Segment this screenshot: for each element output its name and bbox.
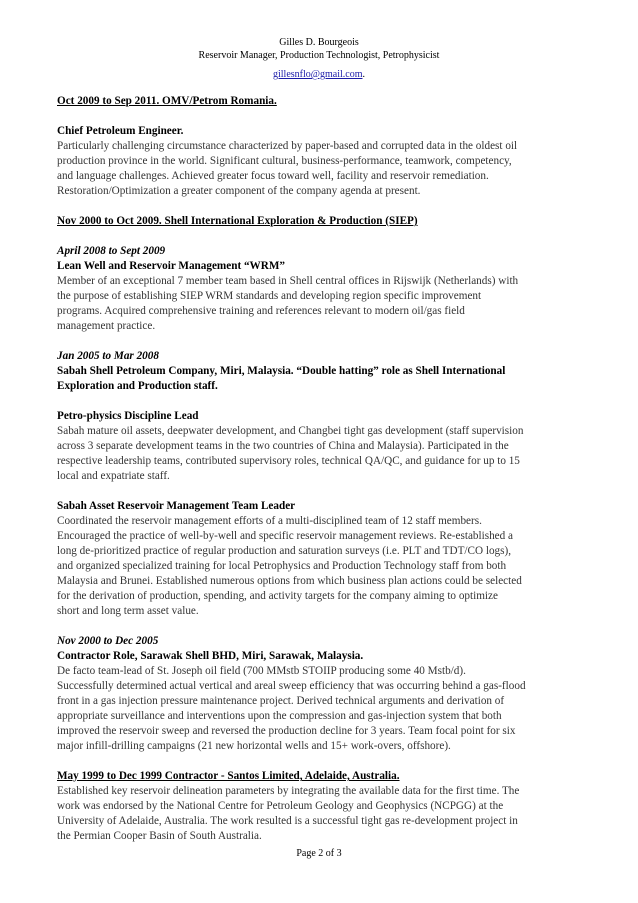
text-line: management practice.	[57, 320, 156, 332]
text-line: local and expatriate staff.	[57, 470, 170, 482]
section-heading-shell: Nov 2000 to Oct 2009. Shell International Exploration & Production (SIEP)	[57, 215, 418, 227]
text-line: Restoration/Optimization a greater component of the company agenda at present.	[57, 185, 421, 197]
text-line: Encouraged the practice of well-by-well and specific reservoir management reviews. Re-established a	[57, 530, 514, 542]
role-lean-wrm: Lean Well and Reservoir Management “WRM”	[57, 260, 285, 272]
date-range-wrm: April 2008 to Sept 2009	[57, 245, 166, 257]
section-heading-omv: Oct 2009 to Sep 2011. OMV/Petrom Romania.	[57, 95, 277, 107]
text-line: Coordinated the reservoir management efforts of a multi-disciplined team of 12 staff members.	[57, 515, 482, 527]
text-line: short and long term asset value.	[57, 605, 199, 617]
paragraph-omv	[57, 139, 584, 199]
text-line: De facto team-lead of St. Joseph oil field (700 MMstb STOIIP producing some 40 Mstb/d).	[57, 665, 466, 677]
page-number: Page 2 of 3	[296, 848, 342, 859]
text-line: production province in the world. Significant cultural, business-performance, teamwork, competency,	[57, 155, 512, 167]
text-line: programs. Acquired comprehensive training and references relevant to modern oil/gas field	[57, 305, 465, 317]
text-line: Particularly challenging circumstance characterized by paper-based and corrupted data in the oldest oil	[57, 140, 518, 152]
paragraph-petrophysics	[57, 424, 584, 484]
text-line: and language challenges. Achieved greater focus toward well, facility and reservoir remediation.	[57, 170, 489, 182]
text-line: the Permian Cooper Basin of South Australia.	[57, 830, 262, 842]
text-line: Established key reservoir delineation parameters by integrating the available data for the first time. The	[57, 785, 520, 797]
paragraph-wrm	[57, 274, 584, 334]
role-sabah-shell	[57, 364, 584, 394]
author-name: Gilles D. Bourgeois	[279, 37, 359, 48]
date-range-sarawak: Nov 2000 to Dec 2005	[57, 635, 159, 647]
paragraph-sarawak	[57, 664, 584, 754]
text-line: long de-prioritized practice of regular production and saturation surveys (i.e. PLT and TDT/CO logs),	[57, 545, 512, 557]
text-line: across 3 separate development teams in the two countries of China and Malaysia). Participated in the	[57, 440, 509, 452]
role-reservoir-team-leader: Sabah Asset Reservoir Management Team Leader	[57, 500, 296, 512]
text-line: major infill-drilling campaigns (21 new horizontal wells and 15+ work-overs, offshore).	[57, 740, 451, 752]
paragraph-reservoir-management	[57, 514, 584, 619]
contact-line	[0, 68, 638, 81]
author-title: Reservoir Manager, Production Technologist, Petrophysicist	[198, 50, 440, 61]
section-heading-santos: May 1999 to Dec 1999 Contractor - Santos Limited, Adelaide, Australia.	[57, 770, 400, 782]
email-suffix: .	[362, 69, 365, 80]
text-line: Malaysia and Brunei. Established numerous options from which business plan actions could be selected	[57, 575, 522, 587]
email-link[interactable]: gillesnflo@gmail.com	[273, 69, 363, 80]
resume-header	[0, 36, 638, 81]
text-line: respective leadership teams, contributed supervisory roles, technical QA/QC, and guidance for up to 15	[57, 455, 520, 467]
text-line: appropriate surveillance and interventions upon the compression and gas-injection system that both	[57, 710, 502, 722]
text-line: and organized specialized training for local Petrophysics and Production Technology staff from both	[57, 560, 507, 572]
text-line: University of Adelaide, Australia. The work resulted is a successful tight gas re-development project in	[57, 815, 518, 827]
text-line: work was endorsed by the National Centre for Petroleum Geology and Geophysics (NCPGG) at the	[57, 800, 504, 812]
text-line: for the derivation of production, spending, and activity targets for the company aiming to optimize	[57, 590, 498, 602]
text-line: improved the reservoir sweep and reversed the production decline for 3 years. Team focal point for six	[57, 725, 516, 737]
role-chief-petroleum-engineer: Chief Petroleum Engineer.	[57, 125, 184, 137]
text-line: Member of an exceptional 7 member team based in Shell central offices in Rijswijk (Netherlands) with	[57, 275, 519, 287]
resume-body	[57, 94, 584, 844]
paragraph-santos	[57, 784, 584, 844]
text-line: Exploration and Production staff.	[57, 380, 218, 392]
text-line: Sabah Shell Petroleum Company, Miri, Malaysia. “Double hatting” role as Shell International	[57, 365, 506, 377]
text-line: front in a gas injection pressure maintenance project. Derived technical arguments and derivation of	[57, 695, 505, 707]
role-sarawak-contractor: Contractor Role, Sarawak Shell BHD, Miri, Sarawak, Malaysia.	[57, 650, 364, 662]
text-line: Successfully determined actual vertical and areal sweep efficiency that was occurring behind a gas-flood	[57, 680, 526, 692]
role-petrophysics-lead: Petro-physics Discipline Lead	[57, 410, 199, 422]
text-line: the purpose of establishing SIEP WRM standards and developing region specific improvement	[57, 290, 482, 302]
date-range-sabah: Jan 2005 to Mar 2008	[57, 350, 159, 362]
text-line: Sabah mature oil assets, deepwater development, and Changbei tight gas development (staff supervision	[57, 425, 524, 437]
